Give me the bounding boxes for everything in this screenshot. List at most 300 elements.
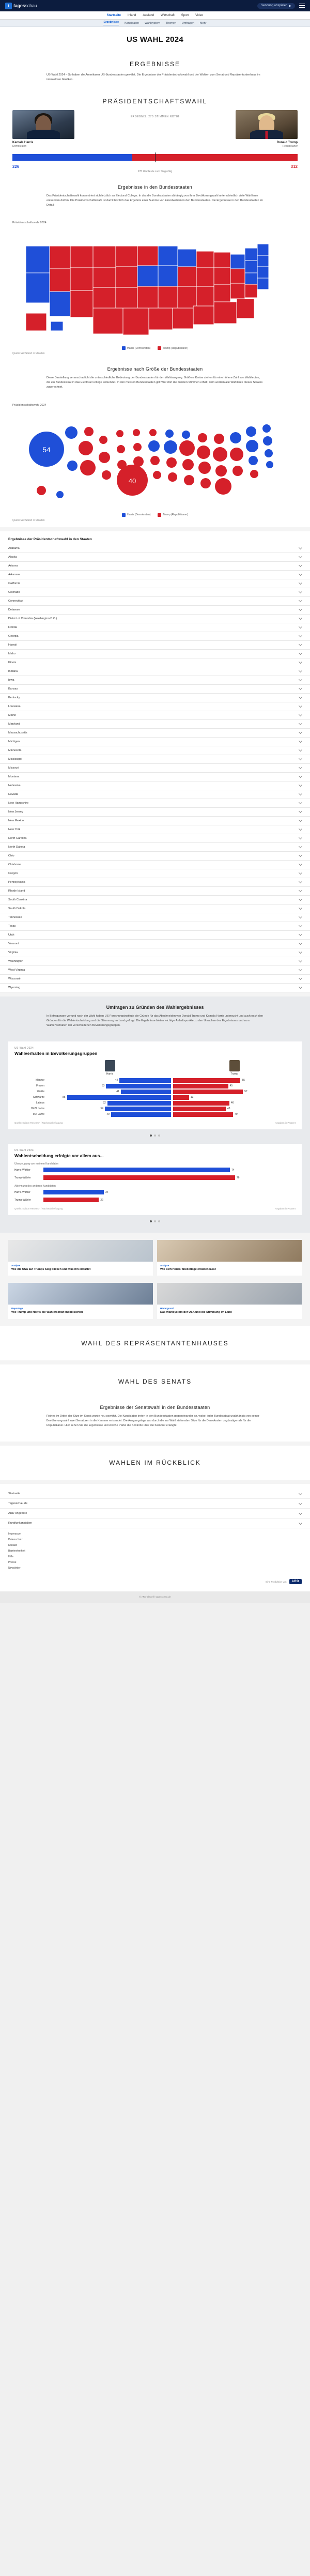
president-heading: PRÄSIDENTSCHAFTSWAHL [102,98,208,105]
candidate-harris-party: Demokraten [12,145,27,148]
state-label: Delaware [8,608,21,611]
chevron-down-icon [299,906,302,910]
state-row-27[interactable] [0,781,310,790]
candidate-harris-photo [12,110,74,139]
senate-section [0,1399,310,1442]
state-label: Tennessee [8,915,22,919]
poll1-harris-thumb [105,1060,115,1071]
chevron-down-icon [299,862,302,866]
chevron-down-icon [299,555,302,558]
poll1-row-2-left-val: 41 [116,1090,119,1094]
senate-intro: Reines im Drittel der Sitze im Senat wurde neu gewählt. Die Kandidaten treten in den Bundesstaaten gegeneinander an, wobei jeder Bundesstaat unabhängig von seiner Bevölkerungszahl zwei Senatoren in die Kammer entsendet. Die Ausgangslage war durch die zur Wahl stehenden Sitze für die Demokraten ungünstiger als für die Republikaner. Hier sehen Sie die Ergebnisse und welche Partei die Kontrolle über die Kammer erlangte: [47,1415,259,1428]
legend-dem-label: Harris (Demokraten) [127,346,151,350]
us-choropleth-map[interactable] [0,225,310,344]
chevron-down-icon [299,1521,302,1525]
carousel2-dot-2[interactable] [158,1220,160,1222]
state-row-20[interactable] [0,720,310,729]
chevron-down-icon [299,941,302,945]
footer-item-3[interactable] [0,1519,310,1528]
poll-carousel-dots-2 [0,1220,310,1222]
poll1-title: Wahlverhalten in Bevölkerungsgruppen [14,1050,98,1056]
state-label: Kansas [8,687,18,691]
senate-sub-title: Ergebnisse der Senatswahl in den Bundesstaaten [100,1405,210,1410]
state-row-36[interactable] [0,861,310,869]
chevron-down-icon [299,783,302,787]
state-label: Alaska [8,555,17,559]
poll1-row-3-label: Schwarze [33,1095,44,1099]
chevron-down-icon [299,1501,302,1505]
state-label: South Dakota [8,907,26,910]
footer-item-2[interactable] [0,1509,310,1519]
teaser-image [157,1240,302,1262]
poll1-row-6-right-val: 49 [235,1113,238,1116]
poll1-unit: Angaben in Prozent [275,1121,296,1124]
poll1-row-3-right-val: 13 [190,1096,194,1099]
map-legend [0,344,310,350]
poll1-trump-thumb [229,1060,240,1071]
subnav-item-themen[interactable]: Themen [165,21,176,25]
chevron-down-icon [299,985,302,989]
state-row-4[interactable] [0,579,310,588]
main-nav [0,11,310,20]
chevron-down-icon [299,616,302,620]
footer-copyright: © ARD-aktuell / tagesschau.de [0,1591,310,1603]
state-label: Massachusetts [8,731,27,734]
chevron-down-icon [299,888,302,892]
chevron-down-icon [299,669,302,672]
senate-section-heading: WAHL DES SENATS [0,1364,310,1399]
nav-item-4[interactable]: Sport [181,13,189,17]
state-row-25[interactable] [0,764,310,773]
state-row-28[interactable] [0,790,310,799]
carousel-dot-2[interactable] [158,1134,160,1137]
poll2-g2-row-1 [14,1197,296,1203]
top-bar [0,0,310,11]
poll1-col-left: Harris [106,1072,114,1076]
poll1-row-6-label: 65+ Jahre [33,1112,44,1116]
candidate-harris [12,110,74,148]
poll1-row-4-label: Latinos [36,1101,44,1105]
state-row-18[interactable] [0,702,310,711]
state-row-32[interactable] [0,825,310,834]
state-label: Hawaii [8,643,17,647]
carousel-dot-0[interactable] [150,1134,152,1137]
chevron-down-icon [299,959,302,962]
chevron-down-icon [299,625,302,628]
chevron-down-icon [299,642,302,646]
state-label: New Jersey [8,810,23,814]
chevron-down-icon [299,818,302,822]
poll1-row-2-label: Weiße [37,1090,44,1093]
state-label: Montana [8,775,20,778]
state-label: Oklahoma [8,863,22,866]
state-row-23[interactable] [0,746,310,755]
footer-item-label: Startseite [8,1492,21,1496]
chevron-down-icon [299,924,302,927]
state-label: Minnesota [8,748,22,752]
chevron-down-icon [299,950,302,954]
poll1-chart [14,1078,296,1117]
chevron-down-icon [299,774,302,778]
poll1-row-2-right-val: 57 [244,1090,247,1094]
state-row-50[interactable] [0,984,310,992]
teaser-row-2 [0,1283,310,1326]
state-row-44[interactable] [0,931,310,940]
teaser-card-0[interactable] [8,1240,153,1276]
subnav-item-umfragen[interactable]: Umfragen [181,21,195,25]
poll1-row-3-left-val: 85 [63,1096,66,1099]
chevron-down-icon [299,801,302,804]
state-row-34[interactable] [0,843,310,852]
state-row-29[interactable] [0,799,310,808]
chevron-down-icon [299,607,302,611]
teaser-row-1 [0,1233,310,1283]
state-row-9[interactable] [0,623,310,632]
polls-heading: Umfragen zu Gründen des Wahlergebnisses [106,1004,204,1010]
poll1-col-right: Trump [230,1072,238,1076]
teaser-title: Wie die USA auf Trumps Sieg blicken und was ihn erwartet [11,1267,91,1271]
menu-icon[interactable] [299,4,305,8]
state-row-33[interactable] [0,834,310,843]
president-center-label [74,110,236,148]
state-row-15[interactable] [0,676,310,685]
poll1-kicker: US-Wahl 2024 [14,1046,34,1050]
state-label: Arizona [8,564,18,568]
state-row-12[interactable] [0,650,310,658]
footer-brand-row [0,1574,310,1591]
map-caption: Quelle: AP/Stand in Minuten [12,352,45,356]
states-accordion-title: Ergebnisse der Präsidentschaftswahl in den Staaten [8,537,92,541]
state-row-43[interactable] [0,922,310,931]
electoral-bar [12,154,298,161]
chevron-down-icon [299,572,302,576]
state-label: Kentucky [8,696,20,699]
state-label: Georgia [8,634,19,638]
poll2-g1-row-1-val: 76 [236,1176,240,1179]
state-row-37[interactable] [0,869,310,878]
chevron-down-icon [299,713,302,716]
subnav-item-ergebnisse[interactable]: Ergebnisse [103,21,119,25]
poll2-g1-row-0-label: Harris-Wähler [14,1168,30,1172]
state-label: Ohio [8,854,14,857]
state-row-21[interactable] [0,729,310,738]
state-row-40[interactable] [0,896,310,904]
nav-item-5[interactable]: Video [195,13,204,17]
chevron-down-icon [299,748,302,752]
chevron-down-icon [299,634,302,637]
candidate-trump-photo [236,110,298,139]
state-label: New York [8,827,21,831]
sub-nav [0,20,310,27]
state-label: Maryland [8,722,20,726]
teaser-image [157,1283,302,1305]
teaser-image [8,1240,153,1262]
state-row-17[interactable] [0,694,310,702]
poll1-source: Quelle: Edison Research / Nachwahlbefragung [14,1121,63,1124]
state-row-3[interactable] [0,571,310,579]
candidate-trump-name: Donald Trump [276,141,298,145]
poll-card-demographics [8,1041,302,1129]
polls-intro: In Befragungen vor und nach der Wahl haben US-Forschungsinstitute die Gründe für das Abschneiden von Donald Trump und Kamala Harris untersucht und auch nach den Gründen für die Wahlentscheidung und die Stimmung im Land gefragt. Die Ergebnisse bieten wichtige Anhaltspunkte zu den Ursachen des Ergebnisses und zum Wählerverhalten der verschiedenen Bevölkerungsgruppen. [47,1014,263,1027]
president-center-sub: ERGEBNIS: 270 STIMMEN NÖTIG [130,115,180,119]
state-row-10[interactable] [0,632,310,641]
svg-text:40: 40 [128,477,136,485]
us-cartogram-map[interactable] [0,408,310,511]
state-row-13[interactable] [0,658,310,667]
teaser-kicker: Hintergrund [160,1307,174,1310]
carousel-dot-1[interactable] [154,1134,156,1137]
chevron-down-icon [299,853,302,857]
state-label: Louisiana [8,704,21,708]
poll2-g1-row-1 [14,1175,296,1181]
poll1-row-1-left-val: 53 [101,1084,105,1088]
state-row-14[interactable] [0,667,310,676]
footer-brand-note: Eine Produktion von [266,1580,287,1583]
chevron-down-icon [299,765,302,769]
state-row-42[interactable] [0,913,310,922]
cartogram-label: Präsidentschaftswahl 2024 [12,403,47,407]
retrospective-heading: WAHLEN IM RÜCKBLICK [0,1446,310,1480]
state-row-46[interactable] [0,948,310,957]
poll1-row-5-left-val: 54 [100,1107,104,1111]
state-label: Idaho [8,652,16,655]
chevron-down-icon [299,590,302,593]
state-label: Maine [8,713,16,717]
play-label: Sendung abspielen [260,4,288,7]
chevron-down-icon [299,1492,302,1495]
logo-text-bold: tages [13,3,25,8]
chevron-down-icon [299,730,302,734]
poll2-g2-row-0 [14,1189,296,1195]
state-row-16[interactable] [0,685,310,694]
state-label: Indiana [8,669,18,673]
poll2-g2-row-0-val: 24 [105,1190,109,1194]
poll2-group1-title: Überzeugung von meinem Kandidaten [14,1162,59,1166]
state-label: Missouri [8,766,19,770]
nav-item-1[interactable]: Inland [128,13,136,17]
cartogram-caption: Quelle: AP/Stand in Minuten [12,518,45,522]
state-label: Arkansas [8,573,20,576]
state-label: Oregon [8,871,18,875]
state-label: Florida [8,625,17,629]
state-row-0[interactable] [0,544,310,553]
state-label: Colorado [8,590,20,594]
state-row-7[interactable] [0,606,310,615]
state-row-38[interactable] [0,878,310,887]
chevron-down-icon [299,897,302,901]
poll2-source: Quelle: Edison Research / Nachwahlbefragung [14,1207,63,1210]
state-row-8[interactable] [0,615,310,623]
state-label: Alabama [8,546,20,550]
state-row-11[interactable] [0,641,310,650]
results-section [0,51,310,527]
state-label: New Mexico [8,819,24,822]
state-label: Michigan [8,740,20,743]
state-row-24[interactable] [0,755,310,764]
harris-electoral-votes: 226 [12,164,20,170]
trump-electoral-votes: 312 [290,164,298,170]
subnav-item-mehr[interactable]: Mehr [200,21,207,25]
footer-link-1[interactable]: Datenschutz [8,1538,23,1542]
candidate-trump [236,110,298,148]
state-row-6[interactable] [0,597,310,606]
state-row-1[interactable] [0,553,310,562]
chevron-down-icon [299,581,302,585]
footer-link-5[interactable]: Presse [8,1561,17,1565]
cartogram-intro: Diese Darstellung veranschaulicht die unterschiedliche Bedeutung der Bundesstaaten für den Wahlausgang. Größere Kreise stehen für eine höhere Zahl von Wahlleuten, die ein Bundesstaat in das Electoral College entsendet. In den meisten Bundesstaaten gilt: Wer dort die meisten Stimmen erhält, dem werden alle Wahlleute dieses Staates zugerechnet. [47,376,263,389]
nav-item-3[interactable]: Wirtschaft [161,13,175,17]
carousel2-dot-1[interactable] [154,1220,156,1222]
chevron-down-icon [299,722,302,725]
footer-link-6[interactable]: Newsletter [8,1567,21,1570]
state-row-48[interactable] [0,966,310,975]
chevron-down-icon [299,871,302,875]
chevron-down-icon [299,651,302,655]
poll2-g1-row-1-label: Trump-Wähler [14,1176,31,1179]
chevron-down-icon [299,678,302,681]
footer-link-0[interactable]: Impressum [8,1532,21,1536]
electoral-bar-wrap [0,148,310,163]
footer-item-0[interactable] [0,1489,310,1499]
state-row-31[interactable] [0,817,310,825]
footer-item-1[interactable] [0,1499,310,1509]
state-row-30[interactable] [0,808,310,817]
state-row-5[interactable] [0,588,310,597]
candidates-row [0,110,310,148]
poll2-unit: Angaben in Prozent [275,1207,296,1210]
footer-item-label: Rundfunkanstalten [8,1522,32,1525]
map-label: Präsidentschaftswahl 2024 [12,221,47,225]
poll2-group2-title: Ablehnung des anderen Kandidaten [14,1184,56,1188]
poll1-row-4-left-val: 52 [103,1101,106,1105]
state-label: Texas [8,924,16,928]
logo-text-light: schau [25,3,37,8]
subnav-item-kandidaten[interactable]: Kandidaten [125,21,139,25]
chevron-down-icon [299,880,302,883]
subnav-item-wahlsystem[interactable]: Wahlsystem [144,21,160,25]
state-row-47[interactable] [0,957,310,966]
poll-card-motivation [8,1144,302,1215]
chevron-down-icon [299,915,302,918]
poll1-row-0-label: Männer [36,1078,44,1082]
footer-link-2[interactable]: Kontakt [8,1544,17,1547]
state-label: Nebraska [8,784,21,787]
state-label: California [8,581,21,585]
poll1-row-0-right-val: 55 [242,1079,245,1082]
state-label: Rhode Island [8,889,25,893]
cartogram-legend-rep: Trump (Republikaner) [163,513,188,516]
teaser-title: Wie Trump und Harris die Wählerschaft mobilisierten [11,1311,83,1314]
chevron-down-icon [299,704,302,708]
state-label: Connecticut [8,599,24,603]
state-label: Illinois [8,661,17,664]
state-label: Vermont [8,942,19,945]
logo-mark-icon: t [5,3,12,9]
footer-link-4[interactable]: Hilfe [8,1555,14,1559]
state-row-22[interactable] [0,738,310,746]
state-row-41[interactable] [0,904,310,913]
state-row-39[interactable] [0,887,310,896]
chevron-down-icon [299,932,302,936]
ard-logo[interactable]: ARD [289,1579,302,1584]
electoral-numbers [0,163,310,169]
chevron-down-icon [299,792,302,795]
teaser-card-1[interactable] [157,1240,302,1276]
map-intro: Das Präsidentschaftswahl konzentriert sich letztlich an Electoral College. In das die Bundesstaaten abhängig von ihrer Bevölkerungszahl unterschiedlich viele Wahlleute entsenden dürfen. Die Präsidentschaftswahl ist damit letztlich das Ergebnis einer Summe von Einzelwahlen in den Bundesstaaten. Die Ergebnisse in den Bundesstaaten im Detail: [47,194,263,207]
carousel2-dot-0[interactable] [150,1220,152,1222]
poll2-g2-row-1-val: 22 [100,1198,103,1202]
map-section-title: Ergebnisse in den Bundesstaaten [118,185,192,190]
footer-links [0,1528,310,1574]
states-accordion [0,531,310,992]
chevron-down-icon [299,976,302,980]
state-row-49[interactable] [0,975,310,984]
state-row-35[interactable] [0,852,310,861]
results-heading: ERGEBNISSE [129,60,181,68]
chevron-down-icon [299,1511,302,1515]
nav-item-2[interactable]: Ausland [143,13,154,17]
state-row-45[interactable] [0,940,310,948]
page-title: US WAHL 2024 [0,27,310,51]
site-logo[interactable] [5,3,37,9]
footer [0,1484,310,1603]
state-label: Wisconsin [8,977,22,980]
teaser-card-2[interactable] [8,1283,153,1319]
teaser-title: Wie sich Harris' Niederlage erklären lässt [160,1267,216,1271]
state-label: Nevada [8,792,18,796]
state-label: District of Columbia (Washington D.C.) [8,617,57,620]
state-row-19[interactable] [0,711,310,720]
chevron-down-icon [299,563,302,567]
state-row-26[interactable] [0,773,310,781]
poll1-row-5-label: 18-29 Jahre [30,1107,44,1110]
candidate-trump-party: Republikaner [282,145,298,148]
play-icon: ▶ [289,4,291,8]
poll1-row-0-left-val: 42 [115,1079,118,1082]
play-broadcast-button[interactable] [257,3,295,9]
chevron-down-icon [299,845,302,848]
electoral-note: 270 Wahlleute zum Sieg nötig [137,170,173,174]
poll1-row-6-left-val: 49 [106,1113,110,1116]
teaser-card-3[interactable] [157,1283,302,1319]
state-label: North Carolina [8,836,27,840]
state-label: Pennsylvania [8,880,25,884]
poll1-row-4-right-val: 46 [231,1101,234,1105]
chevron-down-icon [299,599,302,602]
state-row-2[interactable] [0,562,310,571]
candidate-harris-name: Kamala Harris [12,141,34,145]
chevron-down-icon [299,827,302,831]
poll2-g2-row-0-label: Harris-Wähler [14,1190,30,1194]
poll2-g1-row-0 [14,1167,296,1173]
svg-text:54: 54 [42,445,51,454]
teaser-kicker: Analyse [11,1264,21,1267]
cartogram-title: Ergebnisse nach Größe der Bundesstaaten [107,366,203,372]
footer-link-3[interactable]: Barrierefreiheit [8,1550,25,1553]
footer-item-label: ARD Angebote [8,1512,27,1515]
poll1-row-1-right-val: 45 [229,1084,233,1088]
poll-carousel-dots [0,1134,310,1137]
state-label: South Carolina [8,898,27,901]
teaser-image [8,1283,153,1305]
chevron-down-icon [299,695,302,699]
poll2-g1-row-0-val: 74 [231,1168,235,1172]
chevron-down-icon [299,757,302,760]
nav-item-0[interactable]: Startseite [106,13,121,17]
state-label: Washington [8,959,23,963]
chevron-down-icon [299,968,302,971]
state-label: North Dakota [8,845,25,849]
